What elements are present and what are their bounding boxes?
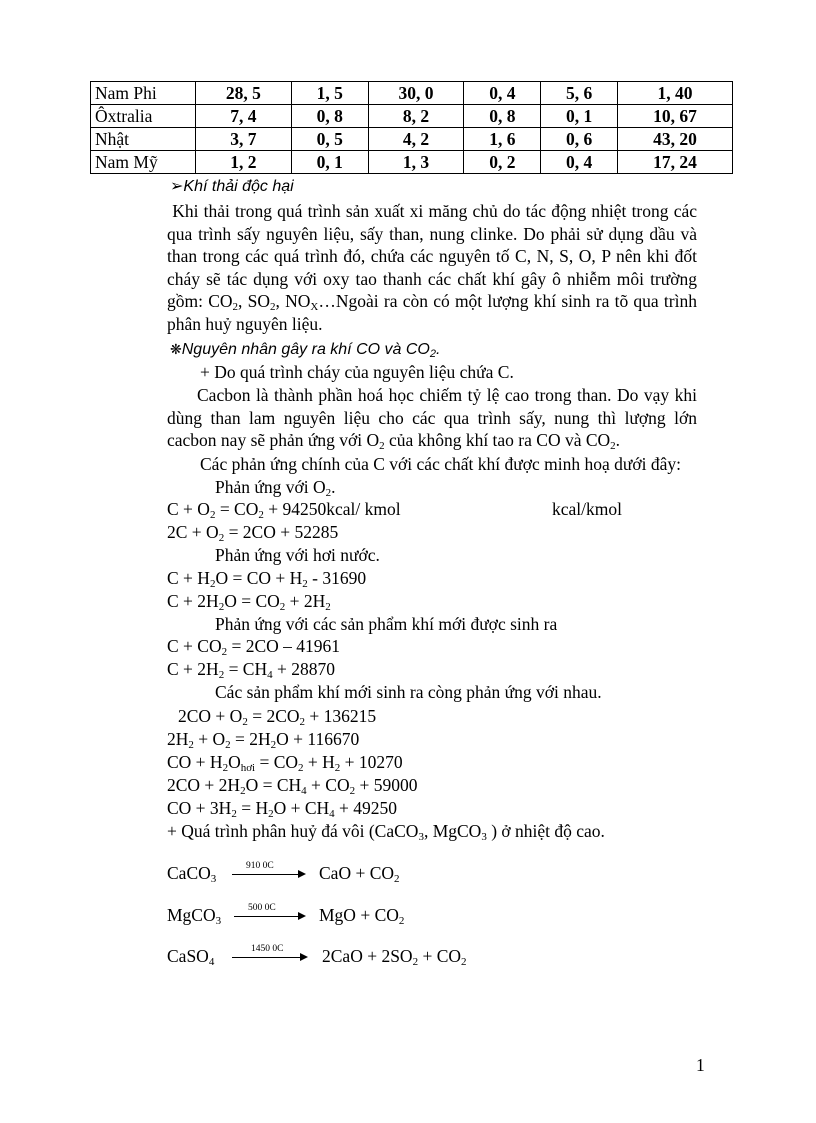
table-row <box>91 151 733 174</box>
decomp-1-condition: 910 0C <box>246 861 274 871</box>
reaction-arrow-icon <box>232 957 306 958</box>
paragraph-exhaust <box>167 200 697 335</box>
table-cell: 1, 5 <box>291 82 368 105</box>
table-cell: 1, 3 <box>368 151 464 174</box>
equation-10: $2CO + 2H_2O = CH_4 + CO_2 + 59000$ <box>167 775 418 797</box>
table-cell: 5, 6 <box>541 82 618 105</box>
table-cell: 0, 1 <box>541 105 618 128</box>
table-cell: 10, 67 <box>618 105 733 128</box>
decomp-1-reactant: CaCO$_3$ <box>167 863 217 885</box>
row-label: Nam Mỹ <box>91 151 196 174</box>
table-cell: 1, 6 <box>464 128 541 151</box>
table-cell: 28, 5 <box>196 82 292 105</box>
paragraph-carbon <box>167 384 697 452</box>
table-cell: 0, 8 <box>464 105 541 128</box>
equation-8: $2H_2 + O_2 = 2H_2O + 116670$ <box>167 729 360 751</box>
reaction-arrow-icon <box>234 916 304 917</box>
table-cell: 1, 2 <box>196 151 292 174</box>
table-cell: 17, 24 <box>618 151 733 174</box>
table-cell: 8, 2 <box>368 105 464 128</box>
row-label: Nhật <box>91 128 196 151</box>
heading-toxic-gases: ➢Khí thải độc hại <box>170 178 294 195</box>
arrow-bullet-icon: ➢ <box>170 178 184 195</box>
table-cell: 43, 20 <box>618 128 733 151</box>
heading-co-cause: ❋Nguyên nhân gây ra khí CO và $CO_2$. <box>170 341 441 360</box>
table-cell: 0, 4 <box>541 151 618 174</box>
snowflake-bullet-icon: ❋ <box>170 341 182 357</box>
subheading-h2o: Phản ứng với hơi nước. <box>215 545 380 565</box>
table-cell: 4, 2 <box>368 128 464 151</box>
table-cell: 3, 7 <box>196 128 292 151</box>
decomp-2-condition: 500 0C <box>248 903 276 913</box>
decomp-3-condition: 1450 0C <box>251 944 284 954</box>
reactions-intro: Các phản ứng chính của C với các chất khí được minh hoạ dưới đây: <box>200 454 681 474</box>
table-cell: 30, 0 <box>368 82 464 105</box>
equation-3: $C + H_2O$ = CO + $H_2 - 31690$ <box>167 568 367 590</box>
subheading-o2: Phản ứng với $O_2$. <box>215 477 336 499</box>
table-row <box>91 82 733 105</box>
table-cell: 0, 8 <box>291 105 368 128</box>
decomp-2-reactant: MgCO$_3$ <box>167 905 222 927</box>
table-cell: 0, 5 <box>291 128 368 151</box>
reaction-arrow-icon <box>232 874 304 875</box>
equation-1: $C + O_2 = CO_2$ + 94250kcal/ kmol <box>167 499 401 521</box>
subheading-mutual: Các sản phẩm khí mới sinh ra còng phản ứng với nhau. <box>215 682 602 702</box>
paragraph-exhaust-text: Khi thải trong quá trình sản xuất xi măng chủ do tác động nhiệt trong các qua trình sấy nguyên liệu, sấy than, nung clinke. Do phải sử dụng dầu và than trong các quá trình đó, chứa các nguyên tố C, N, S, O, P nên khi đốt cháy sẽ tác dụng với oxy tao thanh các chất khí gây ô nhiễm môi trường gồm: $CO_2$, $SO_2$, $NO_X\dots Ngoài$ ra còn có một lượng khí sinh ra tõ qua trình phân huỷ nguyên liệu. <box>167 201 697 334</box>
paragraph-carbon-text: Cacbon là thành phần hoá học chiếm tỷ lệ cao trong than. Do vạy khi dùng than lam nguyên liệu cho các qua trình sấy, nung thì lượng lớn cacbon nay sẽ phản ứng với $O_2$ của không khí tao ra CO và $CO_2$. <box>167 385 697 452</box>
table-row <box>91 128 733 151</box>
table-row <box>91 105 733 128</box>
equation-9: CO + $H_2O_{hơi} = CO_2 + H_2 + 10270$ <box>167 752 403 774</box>
equation-11: CO + $3H_2 = H_2O + CH_4 + 49250$ <box>167 798 398 820</box>
table-cell: 0, 1 <box>291 151 368 174</box>
table-cell: 0, 6 <box>541 128 618 151</box>
equation-2: $2C + O_2 = 2CO + 52285$ <box>167 522 339 544</box>
decomp-3-product: $2CaO + 2SO_2 + CO_2$ <box>322 946 467 968</box>
equation-6: $C + 2H_2 = CH_4 + 28870$ <box>167 659 335 681</box>
cause-limestone: + Quá trình phân huỷ đá vôi (CaCO$_3$, MgCO$_3$ ) ở nhiệt độ cao. <box>167 821 605 843</box>
cause-combustion: + Do quá trình cháy của nguyên liệu chứa C. <box>200 362 514 382</box>
decomp-3-reactant: CaSO$_4$ <box>167 946 215 968</box>
page-number: 1 <box>696 1055 705 1075</box>
unit-label: kcal/kmol <box>552 499 622 519</box>
table-cell: 1, 40 <box>618 82 733 105</box>
table-cell: 7, 4 <box>196 105 292 128</box>
emissions-table <box>90 81 733 174</box>
row-label: Ôxtralia <box>91 105 196 128</box>
table-cell: 0, 4 <box>464 82 541 105</box>
table-cell: 0, 2 <box>464 151 541 174</box>
row-label: Nam Phi <box>91 82 196 105</box>
decomp-1-product: CaO + $CO_2$ <box>319 863 400 885</box>
equation-5: $C + CO_2 = 2CO - 41961$ <box>167 636 341 658</box>
equation-4: $C + 2H_2O = CO_2 + 2H_2$ <box>167 591 331 613</box>
subheading-new-gases: Phản ứng với các sản phẩm khí mới được sinh ra <box>215 614 558 634</box>
decomp-2-product: MgO + $CO_2$ <box>319 905 405 927</box>
equation-7: $2CO + O_2 = 2CO_2 + 136215$ <box>178 706 377 728</box>
